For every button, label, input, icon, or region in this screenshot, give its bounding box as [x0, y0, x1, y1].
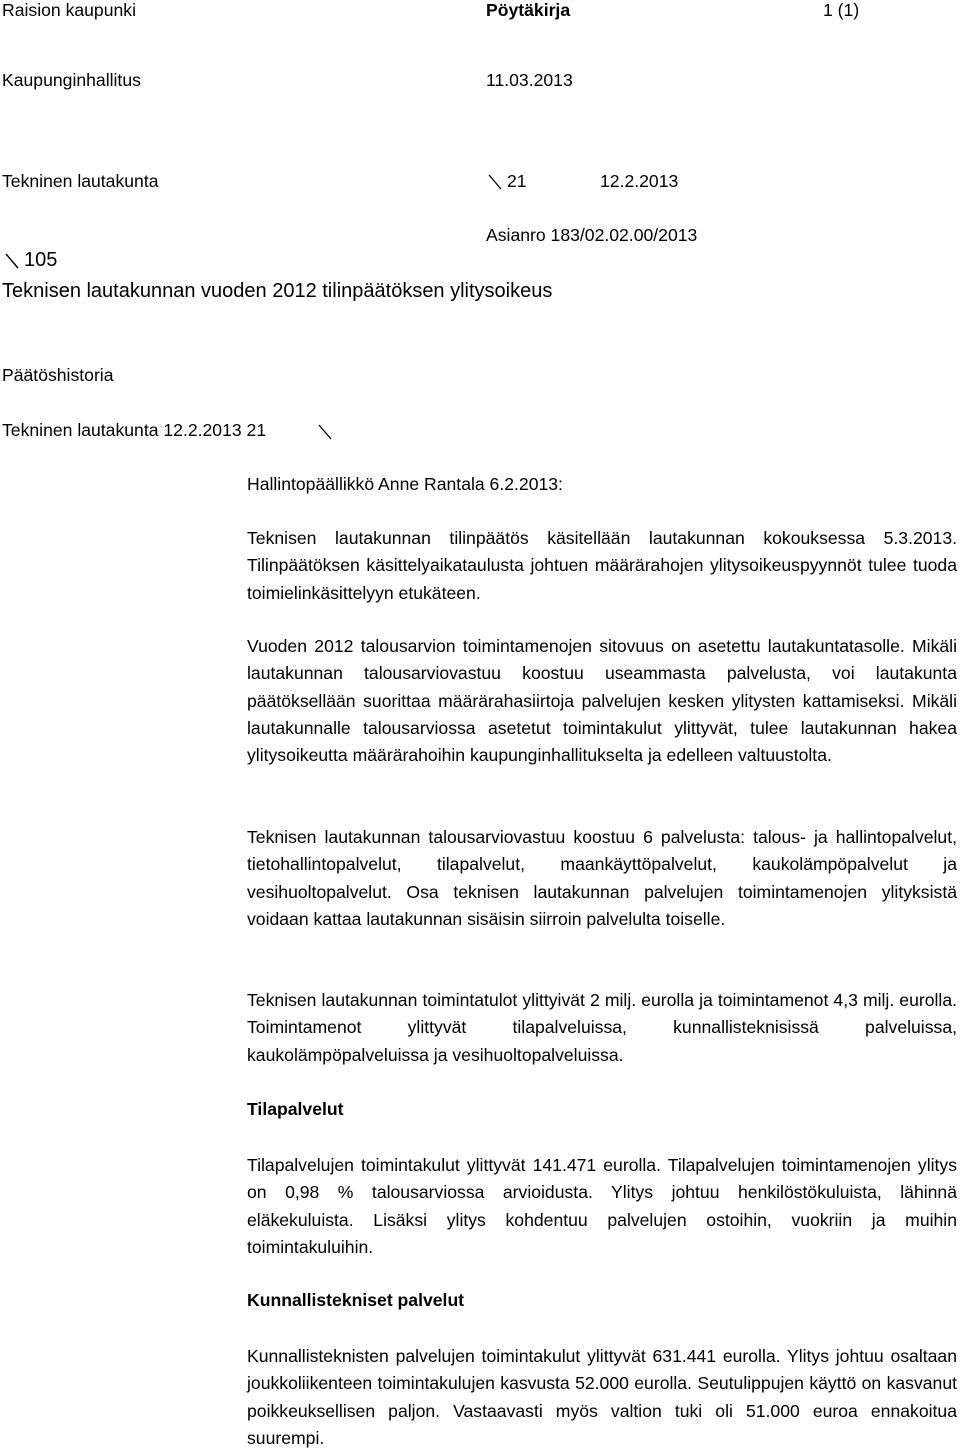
reference-date: 12.2.2013 — [600, 171, 679, 191]
paragraph-tilapalvelut: Tilapalvelujen toimintakulut ylittyvät 141.471 eurolla. Tilapalvelujen toimintamenojen ylitys on 0,98 % talousarviossa arvioidusta. Ylitys johtuu henkilöstökuluista, lähinnä eläkekuluista. Lisäksi ylitys kohdentuu palvelujen ostoihin, vuokriin ja muihin toimintakuluihin. — [247, 1155, 957, 1257]
paragraph-services: Teknisen lautakunnan talousarviovastuu koostuu 6 palvelusta: talous- ja hallintopalvelut, tietohallintopalvelut, tilapalvelut, maankäyttöpalvelut, kaukolämpöpalvelut ja vesihuoltopalvelut. Osa teknisen lautakunnan palvelujen toimintamenojen ylityksistä voidaan kattaa lautakunnan sisäisin siirroin palvelulta toiselle. — [247, 827, 957, 929]
section-mark-icon — [317, 424, 333, 440]
page-number: 1 (1) — [823, 0, 860, 20]
case-number: Asianro 183/02.02.00/2013 — [486, 225, 698, 245]
governing-body: Kaupunginhallitus — [2, 70, 141, 90]
history-heading: Päätöshistoria — [2, 365, 114, 385]
section-heading-kunnallistekniset: Kunnallistekniset palvelut — [247, 1290, 465, 1310]
section-heading-tilapalvelut: Tilapalvelut — [247, 1099, 344, 1119]
section-mark-icon — [487, 174, 503, 190]
item-number: 105 — [24, 249, 58, 271]
paragraph-schedule: Teknisen lautakunnan tilinpäätös käsitellään lautakunnan kokouksessa 5.3.2013. Tilinpäätöksen käsittelyaikataulusta johtuen määrärahojen ylitysoikeuspyynnöt tulee tuoda toimielinkäsittelyyn etukäteen. — [247, 528, 957, 603]
paragraph-binding-level: Vuoden 2012 talousarvion toimintamenojen sitovuus on asetettu lautakuntatasolle. Mikäli lautakunnan talousarviovastuu koostuu useammasta palvelusta, voi lautakunta päätöksellään suorittaa määrärahasiirtoja palvelujen kesken ylitysten kattamiseksi. Mikäli lautakunnalle talousarviossa asetetut toimintakulut ylittyvät, tulee lautakunnan hakea ylitysoikeutta määrärahoihin kaupunginhallitukselta ja edelleen valtuustolta. — [247, 636, 957, 766]
reference-board: Tekninen lautakunta — [2, 171, 159, 191]
paragraph-kunnallistekniset: Kunnallisteknisten palvelujen toimintakulut ylittyvät 631.441 eurolla. Ylitys johtuu osaltaan joukkoliikenteen toimintakulujen kasvusta 52.000 eurolla. Seutulippujen käyttö on kasvanut poikkeuksellisen paljon. Vastaavasti myös valtion tuki oli 51.000 euroa ennakoitua suurempi. — [247, 1346, 957, 1448]
presenter-line: Hallintopäällikkö Anne Rantala 6.2.2013: — [247, 474, 563, 494]
history-entry: Tekninen lautakunta 12.2.2013 21 — [2, 420, 267, 440]
document-type: Pöytäkirja — [486, 0, 571, 20]
item-title: Teknisen lautakunnan vuoden 2012 tilinpäätöksen ylitysoikeus — [2, 280, 553, 302]
reference-number: 21 — [507, 171, 527, 191]
meeting-date: 11.03.2013 — [486, 70, 573, 90]
section-mark-icon — [4, 253, 20, 269]
organization-name: Raision kaupunki — [2, 0, 136, 20]
paragraph-overrun-summary: Teknisen lautakunnan toimintatulot ylittyivät 2 milj. eurolla ja toimintamenot 4,3 milj. eurolla. Toimintamenot ylittyvät tilapalveluissa, kunnallisteknisissä palveluissa, kaukolämpöpalveluissa ja vesihuoltopalveluissa. — [247, 990, 957, 1065]
